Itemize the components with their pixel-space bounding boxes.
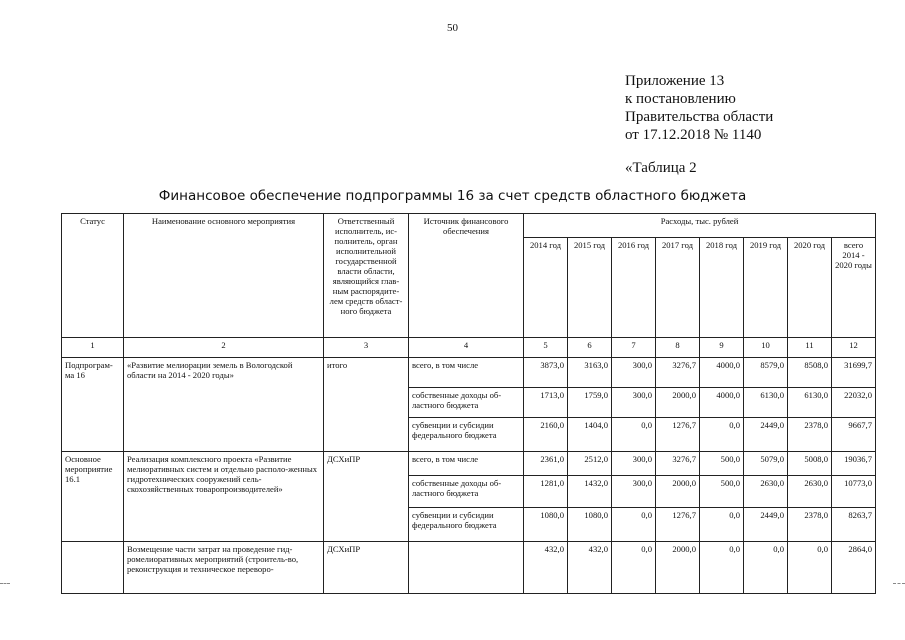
- value-cell: 2864,0: [832, 542, 876, 594]
- row-source: всего, в том числе: [409, 452, 524, 476]
- finance-table: [61, 213, 876, 594]
- table-row: [62, 452, 876, 476]
- header-name: Наименование основного мероприятия: [124, 214, 324, 338]
- value-cell: 2000,0: [656, 476, 700, 508]
- row-status: [62, 542, 124, 594]
- appendix-line: к постановлению: [625, 91, 736, 107]
- table-row: [62, 358, 876, 388]
- row-status: Основное мероприятие 16.1: [62, 452, 124, 542]
- row-name: Реализация комплексного проекта «Развитие мелиоративных систем и отдельно располо-женных гидротехнических сооружений сель-скохозяйственных товаропроизводителей»: [124, 452, 324, 542]
- column-number: 4: [409, 338, 524, 358]
- column-number: 1: [62, 338, 124, 358]
- header-status: Статус: [62, 214, 124, 338]
- value-cell: 4000,0: [700, 388, 744, 418]
- value-cell: 0,0: [788, 542, 832, 594]
- value-cell: 2000,0: [656, 388, 700, 418]
- value-cell: 2378,0: [788, 418, 832, 452]
- column-number: 12: [832, 338, 876, 358]
- value-cell: 3276,7: [656, 358, 700, 388]
- value-cell: 3276,7: [656, 452, 700, 476]
- value-cell: 432,0: [568, 542, 612, 594]
- row-source: [409, 542, 524, 594]
- header-year: 2015 год: [568, 238, 612, 338]
- value-cell: 2378,0: [788, 508, 832, 542]
- value-cell: 2630,0: [788, 476, 832, 508]
- header-year: 2014 год: [524, 238, 568, 338]
- value-cell: 1759,0: [568, 388, 612, 418]
- value-cell: 2449,0: [744, 508, 788, 542]
- row-name: «Развитие мелиорации земель в Вологодской области на 2014 - 2020 годы»: [124, 358, 324, 452]
- value-cell: 300,0: [612, 388, 656, 418]
- value-cell: 1080,0: [524, 508, 568, 542]
- value-cell: 0,0: [700, 508, 744, 542]
- document-title: Финансовое обеспечение подпрограммы 16 за счет средств областного бюджета: [158, 188, 747, 204]
- row-name: Возмещение части затрат на проведение гид-ромелиоративных мероприятий (строитель-во, реконструкция и техническое переворо-: [124, 542, 324, 594]
- header-responsible: Ответственный исполнитель, ис-полнитель, орган исполнительной государственной власти области, являющийся глав-ным распорядите-лем средств област-ного бюджета: [324, 214, 409, 338]
- table-label: «Таблица 2: [625, 160, 697, 176]
- row-source: собственные доходы об-ластного бюджета: [409, 476, 524, 508]
- value-cell: 5008,0: [788, 452, 832, 476]
- column-number: 8: [656, 338, 700, 358]
- column-number: 3: [324, 338, 409, 358]
- column-number: 2: [124, 338, 324, 358]
- value-cell: 1276,7: [656, 418, 700, 452]
- header-row: [62, 214, 876, 238]
- row-source: всего, в том числе: [409, 358, 524, 388]
- value-cell: 22032,0: [832, 388, 876, 418]
- value-cell: 1281,0: [524, 476, 568, 508]
- value-cell: 1404,0: [568, 418, 612, 452]
- value-cell: 8579,0: [744, 358, 788, 388]
- value-cell: 0,0: [612, 418, 656, 452]
- value-cell: 31699,7: [832, 358, 876, 388]
- header-year: 2020 год: [788, 238, 832, 338]
- appendix-line: от 17.12.2018 № 1140: [625, 127, 762, 143]
- value-cell: 19036,7: [832, 452, 876, 476]
- header-year-total: всего 2014 - 2020 годы: [832, 238, 876, 338]
- value-cell: 0,0: [744, 542, 788, 594]
- value-cell: 2160,0: [524, 418, 568, 452]
- header-source: Источник финансового обеспечения: [409, 214, 524, 338]
- value-cell: 2512,0: [568, 452, 612, 476]
- value-cell: 432,0: [524, 542, 568, 594]
- table-row: [62, 542, 876, 594]
- column-number: 7: [612, 338, 656, 358]
- value-cell: 0,0: [700, 418, 744, 452]
- appendix-line: Приложение 13: [625, 73, 725, 89]
- scan-edge-mark: [0, 583, 10, 584]
- value-cell: 3163,0: [568, 358, 612, 388]
- value-cell: 500,0: [700, 476, 744, 508]
- value-cell: 0,0: [612, 542, 656, 594]
- value-cell: 0,0: [612, 508, 656, 542]
- column-number: 5: [524, 338, 568, 358]
- value-cell: 9667,7: [832, 418, 876, 452]
- row-responsible: ДСХиПР: [324, 452, 409, 542]
- value-cell: 6130,0: [744, 388, 788, 418]
- column-number-row: [62, 338, 876, 358]
- header-year: 2018 год: [700, 238, 744, 338]
- value-cell: 3873,0: [524, 358, 568, 388]
- value-cell: 500,0: [700, 452, 744, 476]
- page-number: 50: [447, 22, 458, 34]
- column-number: 9: [700, 338, 744, 358]
- value-cell: 10773,0: [832, 476, 876, 508]
- appendix-line: Правительства области: [625, 109, 774, 125]
- row-source: собственные доходы об-ластного бюджета: [409, 388, 524, 418]
- value-cell: 6130,0: [788, 388, 832, 418]
- value-cell: 2630,0: [744, 476, 788, 508]
- row-responsible: итого: [324, 358, 409, 452]
- value-cell: 4000,0: [700, 358, 744, 388]
- value-cell: 2449,0: [744, 418, 788, 452]
- value-cell: 1713,0: [524, 388, 568, 418]
- header-expenses: Расходы, тыс. рублей: [524, 214, 876, 238]
- row-source: субвенции и субсидии федерального бюджета: [409, 418, 524, 452]
- header-year: 2016 год: [612, 238, 656, 338]
- row-status: Подпрограм-ма 16: [62, 358, 124, 452]
- value-cell: 1080,0: [568, 508, 612, 542]
- value-cell: 300,0: [612, 358, 656, 388]
- value-cell: 5079,0: [744, 452, 788, 476]
- value-cell: 2000,0: [656, 542, 700, 594]
- row-responsible: ДСХиПР: [324, 542, 409, 594]
- value-cell: 8263,7: [832, 508, 876, 542]
- appendix-block: [625, 72, 773, 144]
- column-number: 10: [744, 338, 788, 358]
- scan-edge-mark: [893, 583, 905, 584]
- value-cell: 8508,0: [788, 358, 832, 388]
- column-number: 11: [788, 338, 832, 358]
- value-cell: 0,0: [700, 542, 744, 594]
- value-cell: 2361,0: [524, 452, 568, 476]
- column-number: 6: [568, 338, 612, 358]
- value-cell: 300,0: [612, 476, 656, 508]
- value-cell: 1432,0: [568, 476, 612, 508]
- value-cell: 300,0: [612, 452, 656, 476]
- row-source: субвенции и субсидии федерального бюджета: [409, 508, 524, 542]
- header-year: 2017 год: [656, 238, 700, 338]
- value-cell: 1276,7: [656, 508, 700, 542]
- header-year: 2019 год: [744, 238, 788, 338]
